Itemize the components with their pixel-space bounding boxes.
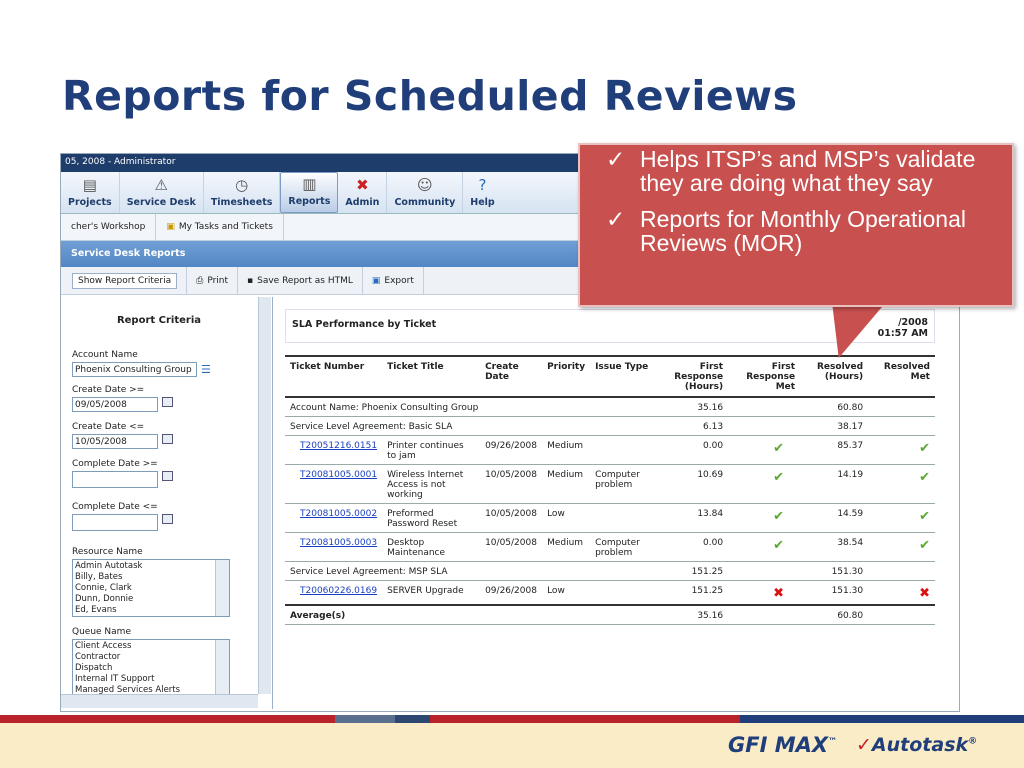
- checkmark-icon: ✔: [919, 441, 930, 456]
- complete-from-input[interactable]: [72, 471, 158, 488]
- checkmark-icon: ✔: [773, 441, 785, 456]
- create-date: 09/26/2008: [485, 441, 537, 451]
- list-item[interactable]: Contractor: [75, 652, 121, 662]
- export-button[interactable]: ▣ Export: [363, 267, 424, 294]
- issue-type: Computer problem: [595, 538, 640, 558]
- tasks-icon: ▣: [166, 222, 175, 232]
- printer-icon: ⎙: [196, 275, 204, 286]
- ticket-number-link[interactable]: T20081005.0001: [300, 470, 378, 480]
- resolved-hours: 38.54: [837, 538, 864, 548]
- table-header-row: Ticket Number Ticket Title Create Date Priority Issue Type First Response (Hours) First Response Met Resolved (Hours) Resolved Met: [285, 356, 935, 397]
- criteria-hscroll[interactable]: [61, 694, 258, 708]
- complete-to-input[interactable]: [72, 514, 158, 531]
- nav-projects[interactable]: ▤ Projects: [61, 172, 120, 213]
- autotask-swoosh-icon: ✓: [856, 734, 872, 756]
- first-response-hours: 10.69: [697, 470, 724, 480]
- print-button[interactable]: ⎙ Print: [187, 267, 238, 294]
- checkmark-icon: ✓: [606, 146, 626, 172]
- ticket-number-link[interactable]: T20081005.0003: [300, 538, 378, 548]
- checkmark-icon: ✔: [773, 470, 785, 485]
- checkmark-icon: ✔: [919, 538, 930, 553]
- export-icon: ▣: [371, 275, 381, 286]
- autotask-logo: ✓Autotask®: [856, 734, 978, 756]
- tools-icon: ✖: [356, 176, 369, 194]
- table-row: [285, 504, 935, 533]
- report-area: [275, 297, 959, 709]
- projects-icon: ▤: [82, 176, 97, 194]
- sla-group-row: Service Level Agreement: Basic SLA 6.13 38.17: [285, 417, 935, 436]
- callout-box: [578, 143, 1014, 307]
- complete-to-label: Complete Date <=: [72, 502, 158, 512]
- footer-stripe: [0, 715, 1024, 723]
- create-date: 10/05/2008: [485, 538, 537, 548]
- table-row: [285, 465, 935, 504]
- sla-table: [285, 355, 935, 625]
- priority: Medium: [547, 538, 584, 548]
- cross-icon: ✖: [919, 586, 930, 601]
- save-html-button[interactable]: ▪ Save Report as HTML: [238, 267, 363, 294]
- account-row: Account Name: Phoenix Consulting Group 35.16 60.80: [285, 397, 935, 417]
- resource-label: Resource Name: [72, 547, 143, 557]
- resolved-hours: 85.37: [837, 441, 864, 451]
- my-tasks-link[interactable]: ▣ My Tasks and Tickets: [156, 214, 284, 240]
- create-to-label: Create Date <=: [72, 422, 145, 432]
- list-item[interactable]: Internal IT Support: [75, 674, 155, 684]
- create-from-input[interactable]: 09/05/2008: [72, 397, 158, 412]
- panel-title: Service Desk Reports: [61, 241, 959, 267]
- first-response-hours: 13.84: [697, 509, 724, 519]
- save-icon: ▪: [247, 275, 254, 286]
- create-date: 10/05/2008: [485, 470, 537, 480]
- ticket-title: SERVER Upgrade: [387, 586, 464, 596]
- calendar-icon[interactable]: [162, 471, 173, 481]
- resource-listbox[interactable]: [72, 559, 230, 617]
- list-item[interactable]: Dispatch: [75, 663, 113, 673]
- resolved-hours: 151.30: [831, 586, 864, 596]
- ticket-number-link[interactable]: T20060226.0169: [300, 586, 378, 596]
- list-item[interactable]: Dunn, Donnie: [75, 594, 134, 604]
- ticket-title: Desktop Maintenance: [387, 538, 446, 558]
- ticket-title: Printer continues to jam: [387, 441, 464, 461]
- priority: Medium: [547, 441, 584, 451]
- nav-service-desk[interactable]: ⚠ Service Desk: [120, 172, 204, 213]
- priority: Low: [547, 509, 565, 519]
- account-label: Account Name: [72, 350, 138, 360]
- report-date: /2008 01:57 AM: [877, 317, 928, 339]
- window-title: 05, 2008 - Administrator: [61, 154, 959, 172]
- checkmark-icon: ✔: [919, 470, 930, 485]
- service-desk-icon: ⚠: [154, 176, 168, 194]
- ticket-title: Preformed Password Reset: [387, 509, 458, 529]
- account-input[interactable]: Phoenix Consulting Group: [72, 362, 197, 377]
- resolved-hours: 14.59: [837, 509, 864, 519]
- priority: Medium: [547, 470, 584, 480]
- nav-timesheets[interactable]: ◷ Timesheets: [204, 172, 281, 213]
- issue-type: Computer problem: [595, 470, 640, 490]
- checkmark-icon: ✔: [773, 509, 785, 524]
- criteria-title: Report Criteria: [116, 315, 202, 326]
- list-item[interactable]: Connie, Clark: [75, 583, 132, 593]
- table-row: [285, 581, 935, 606]
- queue-listbox[interactable]: [72, 639, 230, 694]
- list-scrollbar[interactable]: [215, 560, 229, 616]
- create-date: 09/26/2008: [485, 586, 537, 596]
- first-response-hours: 151.25: [691, 586, 724, 596]
- list-item[interactable]: Client Access: [75, 641, 132, 651]
- checkmark-icon: ✔: [919, 509, 930, 524]
- create-from-label: Create Date >=: [72, 385, 145, 395]
- calendar-icon[interactable]: [162, 514, 173, 524]
- queue-label: Queue Name: [72, 627, 131, 637]
- report-title: SLA Performance by Ticket: [292, 319, 437, 330]
- reports-icon: ▥: [302, 175, 317, 193]
- gfi-max-logo: GFI MAX™: [728, 733, 838, 757]
- ticket-number-link[interactable]: T20051216.0151: [300, 441, 378, 451]
- nav-help[interactable]: ? Help: [470, 176, 495, 208]
- calendar-icon[interactable]: [162, 434, 173, 444]
- clock-icon: ◷: [235, 176, 249, 194]
- sla-group-row: Service Level Agreement: MSP SLA 151.25 151.30: [285, 562, 935, 581]
- slide-title: Reports for Scheduled Reviews: [62, 72, 798, 120]
- show-criteria-button[interactable]: Show Report Criteria: [72, 273, 177, 289]
- create-to-input[interactable]: 10/05/2008: [72, 434, 158, 449]
- first-response-hours: 0.00: [703, 441, 724, 451]
- list-item[interactable]: Managed Services Alerts: [75, 685, 181, 694]
- nav-community[interactable]: ☺ Community: [387, 172, 463, 213]
- criteria-vscroll[interactable]: [258, 297, 271, 694]
- lookup-icon[interactable]: ☰: [201, 363, 211, 376]
- ticket-number-link[interactable]: T20081005.0002: [300, 509, 378, 519]
- create-date: 10/05/2008: [485, 509, 537, 519]
- criteria-panel: [61, 297, 273, 709]
- calendar-icon[interactable]: [162, 397, 173, 407]
- average-row: Average(s) 35.16 60.80: [285, 605, 935, 625]
- help-icon: ?: [478, 176, 487, 194]
- list-item[interactable]: Billy, Bates: [75, 572, 123, 582]
- cross-icon: ✖: [773, 586, 785, 601]
- callout-bullet: ✓ Helps ITSP’s and MSP’s validate they are doing what they say: [606, 146, 976, 196]
- ticket-title: Wireless Internet Access is not working: [387, 470, 464, 500]
- table-row: [285, 436, 935, 465]
- nav-admin[interactable]: ✖ Admin: [338, 172, 387, 213]
- workshop-link[interactable]: cher's Workshop: [61, 214, 156, 240]
- checkmark-icon: ✓: [606, 206, 626, 232]
- list-item[interactable]: Admin Autotask: [75, 561, 143, 571]
- complete-from-label: Complete Date >=: [72, 459, 158, 469]
- checkmark-icon: ✔: [773, 538, 785, 553]
- table-row: [285, 533, 935, 562]
- resolved-hours: 14.19: [837, 470, 864, 480]
- priority: Low: [547, 586, 565, 596]
- first-response-hours: 0.00: [703, 538, 724, 548]
- list-scrollbar[interactable]: [215, 640, 229, 694]
- nav-reports[interactable]: ▥ Reports: [280, 172, 338, 213]
- community-icon: ☺: [417, 176, 433, 194]
- callout-bullet: ✓ Reports for Monthly Operational Reviews (MOR): [606, 206, 966, 256]
- list-item[interactable]: Ed, Evans: [75, 605, 117, 615]
